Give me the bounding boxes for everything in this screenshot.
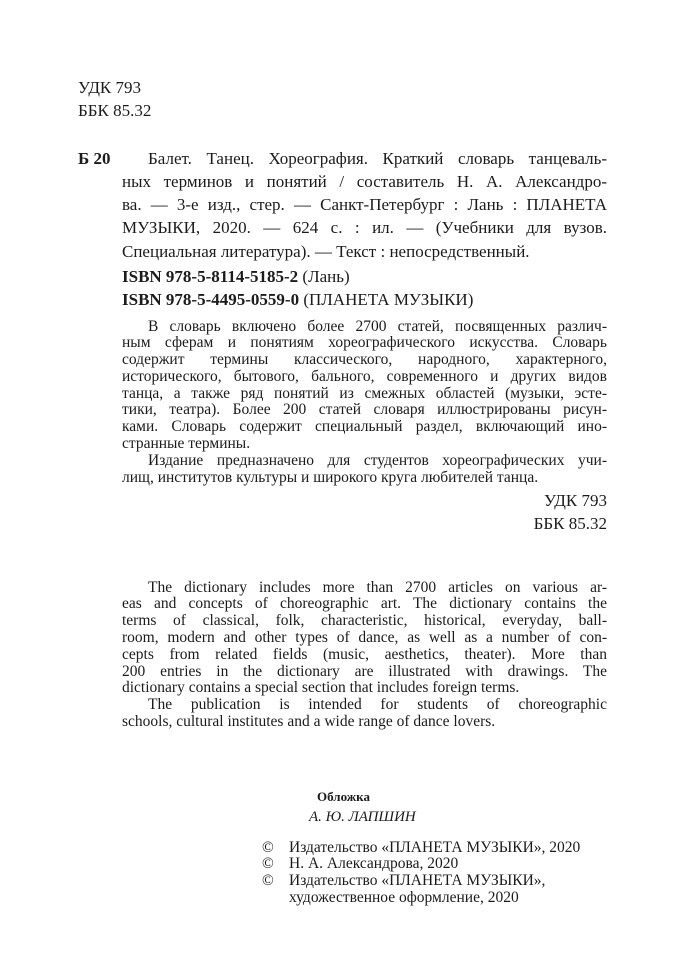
copyright-block xyxy=(262,840,622,907)
isbn-publisher: (ПЛАНЕТА МУЗЫКИ) xyxy=(303,289,474,309)
abstract-en-line: dictionary contains a special section that includes foreign terms. xyxy=(122,680,520,697)
abstract-ru-line: лищ, институтов культуры и широкого круга любителей танца. xyxy=(122,469,539,486)
abstract-ru-line: странные термины. xyxy=(122,436,251,453)
entry-line: ва. — 3-е изд., стер. — Санкт-Петербург : Лань : ПЛАНЕТА xyxy=(122,195,607,215)
cover-label: Обложка xyxy=(317,789,370,804)
copyright-line xyxy=(262,856,622,873)
classification-top xyxy=(78,76,151,123)
isbn-line xyxy=(122,288,607,311)
copyright-line xyxy=(262,873,622,890)
entry-line: МУЗЫКИ, 2020. — 624 с. : ил. — (Учебники для вузов. xyxy=(122,218,607,238)
abstract-ru-line: Издание предназначено для студентов хореографических учи- xyxy=(148,452,607,469)
abstract-en-line: The dictionary includes more than 2700 articles on various ar- xyxy=(148,579,607,596)
copyright-text: Издательство «ПЛАНЕТА МУЗЫКИ», xyxy=(289,871,546,889)
copyright-text-continuation: художественное оформление, 2020 xyxy=(289,888,519,906)
udk-code: УДК 793 xyxy=(78,78,142,97)
bibliographic-entry xyxy=(122,147,607,263)
entry-line: Балет. Танец. Хореография. Краткий словарь танцеваль- xyxy=(148,148,607,168)
udk-code: УДК 793 xyxy=(543,490,607,510)
abstract-ru-line: содержит термины классического, народного, характерного, xyxy=(122,352,607,369)
abstract-ru-line: танца, а также ряд понятий из смежных областей (музыки, эсте- xyxy=(122,385,607,402)
abstract-en-line: schools, cultural institutes and a wide range of dance lovers. xyxy=(122,713,496,730)
abstract-en-line: room, modern and other types of dance, as well as a number of con- xyxy=(122,629,607,646)
isbn-publisher: (Лань) xyxy=(302,266,350,286)
copyright-symbol: © xyxy=(262,871,274,889)
bbk-code: ББК 85.32 xyxy=(533,513,607,533)
copyright-text: Н. А. Александрова, 2020 xyxy=(289,855,459,873)
abstract-ru-line: В словарь включено более 2700 статей, посвященных различ- xyxy=(148,318,607,335)
abstract-en-line: eas and concepts of choreographic art. The dictionary contains the xyxy=(122,596,607,613)
entry-line: ных терминов и понятий / составитель Н. А. Александро- xyxy=(122,171,607,191)
copyright-line xyxy=(262,840,622,857)
abstract-en-line: terms of classical, folk, characteristic, historical, everyday, ball- xyxy=(122,613,607,630)
abstract-ru xyxy=(122,319,607,487)
isbn-number: ISBN 978-5-4495-0559-0 xyxy=(122,289,300,309)
author-mark: Б 20 xyxy=(78,148,111,168)
copyright-symbol: © xyxy=(262,838,274,856)
copyright-text: Издательство «ПЛАНЕТА МУЗЫКИ», 2020 xyxy=(289,838,581,856)
isbn-number: ISBN 978-5-8114-5185-2 xyxy=(122,266,299,286)
classification-bottom xyxy=(534,489,607,536)
bbk-code: ББК 85.32 xyxy=(78,101,152,121)
copyright-line xyxy=(262,890,622,907)
isbn-block xyxy=(122,265,607,312)
isbn-line xyxy=(122,265,607,288)
entry-line: Специальная литература). — Текст : непосредственный. xyxy=(122,241,530,261)
abstract-en-line: cepts from related fields (music, aesthetics, theater). More than xyxy=(122,646,607,663)
cover-artist: А. Ю. ЛАПШИН xyxy=(309,809,416,825)
abstract-en-line: The publication is intended for students of choreographic xyxy=(148,697,607,714)
copyright-symbol: © xyxy=(262,855,274,873)
abstract-ru-line: исторического, бытового, бального, современного и других видов xyxy=(122,368,607,385)
abstract-ru-line: ками. Словарь содержит специальный раздел, включающий ино- xyxy=(122,419,607,436)
abstract-en-line: 200 entries in the dictionary are illustrated with drawings. The xyxy=(122,663,607,680)
abstract-ru-line: ным сферам и понятиям хореографического искусства. Словарь xyxy=(122,335,607,352)
abstract-ru-line: тики, театра). Более 200 статей словаря иллюстрированы рисун- xyxy=(122,402,607,419)
abstract-en xyxy=(122,580,607,731)
